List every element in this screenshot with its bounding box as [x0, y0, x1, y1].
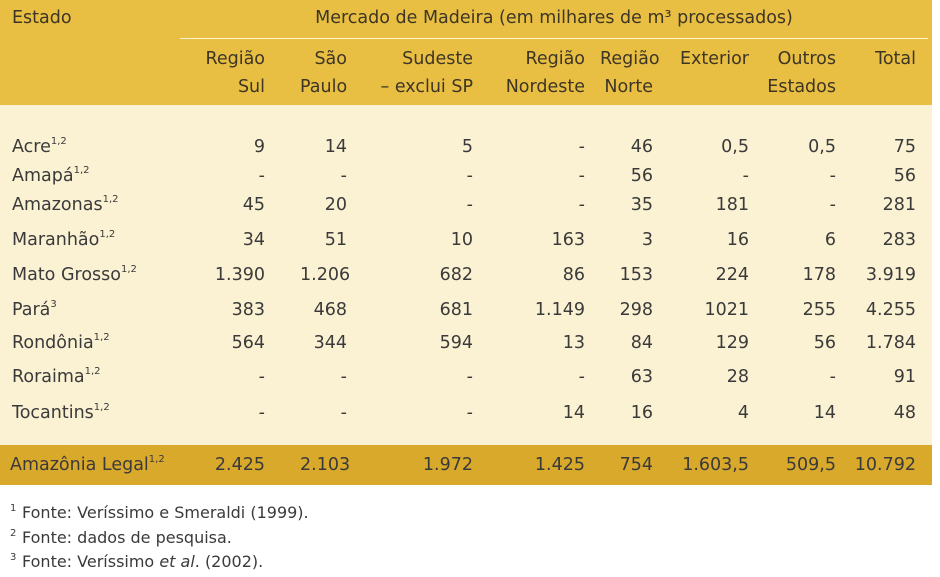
state-name: Mato Grosso — [12, 265, 121, 285]
value-cell: 1.972 — [422, 455, 473, 475]
value-cell: 16 — [630, 403, 653, 423]
value-cell: 153 — [619, 265, 653, 285]
value-cell: 35 — [630, 195, 653, 215]
value-cell: 45 — [242, 195, 265, 215]
column-header-line1: Outros — [777, 49, 836, 69]
value-cell: 4.255 — [865, 300, 916, 320]
value-cell: 56 — [813, 333, 836, 353]
value-cell: 3 — [641, 230, 653, 250]
value-cell: 509,5 — [785, 455, 836, 475]
value-cell: 163 — [551, 230, 585, 250]
value-cell: 383 — [231, 300, 265, 320]
footnote-text-end: . (2002). — [194, 552, 264, 571]
column-header-line2: Nordeste — [505, 77, 585, 97]
value-cell: 682 — [439, 265, 473, 285]
state-name: Pará — [12, 300, 51, 320]
column-header-line1: Total — [875, 49, 916, 69]
state-cell — [12, 192, 118, 218]
value-cell: 84 — [630, 333, 653, 353]
value-cell: 9 — [253, 137, 265, 157]
value-cell: 3.919 — [865, 265, 916, 285]
state-cell — [12, 262, 137, 288]
value-cell: 75 — [893, 137, 916, 157]
value-cell: 5 — [461, 137, 473, 157]
estado-header: Estado — [12, 8, 72, 28]
value-cell: 344 — [313, 333, 347, 353]
value-cell: 1021 — [704, 300, 749, 320]
state-name: Amapá — [12, 166, 74, 186]
value-cell: 4 — [737, 403, 749, 423]
state-name: Amazonas — [12, 195, 103, 215]
state-note: 1,2 — [148, 454, 165, 466]
value-cell: 6 — [824, 230, 836, 250]
value-cell: 34 — [242, 230, 265, 250]
state-note: 3 — [50, 299, 57, 311]
value-cell: 14 — [562, 403, 585, 423]
value-cell: 255 — [802, 300, 836, 320]
state-note: 1,2 — [50, 136, 67, 148]
footnote-number: 2 — [10, 528, 17, 539]
value-cell: 681 — [439, 300, 473, 320]
footnote-text-start: Fonte: Veríssimo — [22, 552, 160, 571]
state-name: Roraima — [12, 367, 85, 387]
footnote-text-italic: et al — [159, 552, 195, 571]
value-cell: 178 — [802, 265, 836, 285]
state-note: 1,2 — [93, 332, 110, 344]
value-cell: 86 — [562, 265, 585, 285]
column-header-line2: Norte — [604, 77, 653, 97]
value-cell: - — [742, 166, 749, 186]
footnote-2 — [10, 527, 232, 549]
value-cell: 63 — [630, 367, 653, 387]
state-note: 1,2 — [84, 366, 101, 378]
value-cell: 16 — [726, 230, 749, 250]
state-note: 1,2 — [102, 194, 119, 206]
state-note: 1,2 — [93, 402, 110, 414]
value-cell: 1.149 — [534, 300, 585, 320]
value-cell: 56 — [893, 166, 916, 186]
value-cell: 48 — [893, 403, 916, 423]
footnote-number: 1 — [10, 503, 17, 514]
value-cell: - — [466, 166, 473, 186]
column-header-line2: Sul — [237, 77, 265, 97]
column-header-line1: Sudeste — [402, 49, 473, 69]
state-cell — [12, 297, 57, 323]
state-cell — [12, 163, 89, 189]
footnote-text: Fonte: Veríssimo e Smeraldi (1999). — [22, 503, 309, 522]
column-header-line1: Região — [525, 49, 585, 69]
state-note: 1,2 — [73, 165, 90, 177]
value-cell: 28 — [726, 367, 749, 387]
value-cell: 281 — [882, 195, 916, 215]
footnote-text: Fonte: dados de pesquisa. — [22, 528, 232, 547]
value-cell: - — [466, 195, 473, 215]
header-divider-rule — [180, 38, 928, 39]
group-title: Mercado de Madeira (em milhares de m³ processados) — [315, 8, 793, 28]
value-cell: - — [578, 137, 585, 157]
value-cell: 2.103 — [300, 455, 351, 475]
value-cell: - — [340, 403, 347, 423]
value-cell: - — [829, 166, 836, 186]
value-cell: - — [258, 166, 265, 186]
state-cell — [12, 364, 101, 390]
value-cell: 10 — [450, 230, 473, 250]
value-cell: 129 — [715, 333, 749, 353]
state-cell — [12, 400, 110, 426]
value-cell: 91 — [893, 367, 916, 387]
value-cell: - — [466, 367, 473, 387]
value-cell: - — [466, 403, 473, 423]
value-cell: 1.784 — [865, 333, 916, 353]
value-cell: 51 — [324, 230, 347, 250]
value-cell: 14 — [813, 403, 836, 423]
value-cell: 13 — [562, 333, 585, 353]
column-header-line2: Paulo — [300, 77, 348, 97]
column-header-line1: Região — [600, 49, 660, 69]
state-note: 1,2 — [99, 229, 116, 241]
value-cell: 754 — [619, 455, 653, 475]
column-header-line2: – exclui SP — [380, 77, 473, 97]
state-cell — [10, 452, 165, 478]
state-note: 1,2 — [120, 264, 137, 276]
state-name: Maranhão — [12, 230, 100, 250]
footnote-3 — [10, 551, 264, 573]
state-cell — [12, 330, 110, 356]
value-cell: - — [340, 367, 347, 387]
value-cell: 56 — [630, 166, 653, 186]
value-cell: 283 — [882, 230, 916, 250]
footnote-1 — [10, 502, 309, 524]
footnote-number: 3 — [10, 552, 17, 563]
state-name: Tocantins — [12, 403, 94, 423]
value-cell: 1.425 — [534, 455, 585, 475]
column-header-line1: São — [314, 49, 347, 69]
state-name: Rondônia — [12, 333, 94, 353]
value-cell: 0,5 — [808, 137, 836, 157]
state-cell — [12, 134, 67, 160]
state-name: Acre — [12, 137, 51, 157]
value-cell: - — [258, 367, 265, 387]
value-cell: 298 — [619, 300, 653, 320]
value-cell: 181 — [715, 195, 749, 215]
value-cell: 1.206 — [300, 265, 351, 285]
value-cell: - — [829, 367, 836, 387]
value-cell: - — [340, 166, 347, 186]
value-cell: 1.603,5 — [682, 455, 749, 475]
column-header-line1: Região — [205, 49, 265, 69]
value-cell: - — [578, 367, 585, 387]
value-cell: - — [578, 166, 585, 186]
value-cell: 594 — [439, 333, 473, 353]
value-cell: 224 — [715, 265, 749, 285]
value-cell: - — [578, 195, 585, 215]
value-cell: 46 — [630, 137, 653, 157]
column-header-line1: Exterior — [679, 49, 749, 69]
column-header-line2: Estados — [767, 77, 836, 97]
value-cell: 10.792 — [854, 455, 916, 475]
value-cell: - — [829, 195, 836, 215]
value-cell: 564 — [231, 333, 265, 353]
value-cell: 0,5 — [721, 137, 749, 157]
value-cell: 20 — [324, 195, 347, 215]
value-cell: 468 — [313, 300, 347, 320]
state-cell — [12, 227, 115, 253]
value-cell: 2.425 — [214, 455, 265, 475]
state-name: Amazônia Legal — [10, 455, 149, 475]
value-cell: 14 — [324, 137, 347, 157]
value-cell: - — [258, 403, 265, 423]
value-cell: 1.390 — [214, 265, 265, 285]
